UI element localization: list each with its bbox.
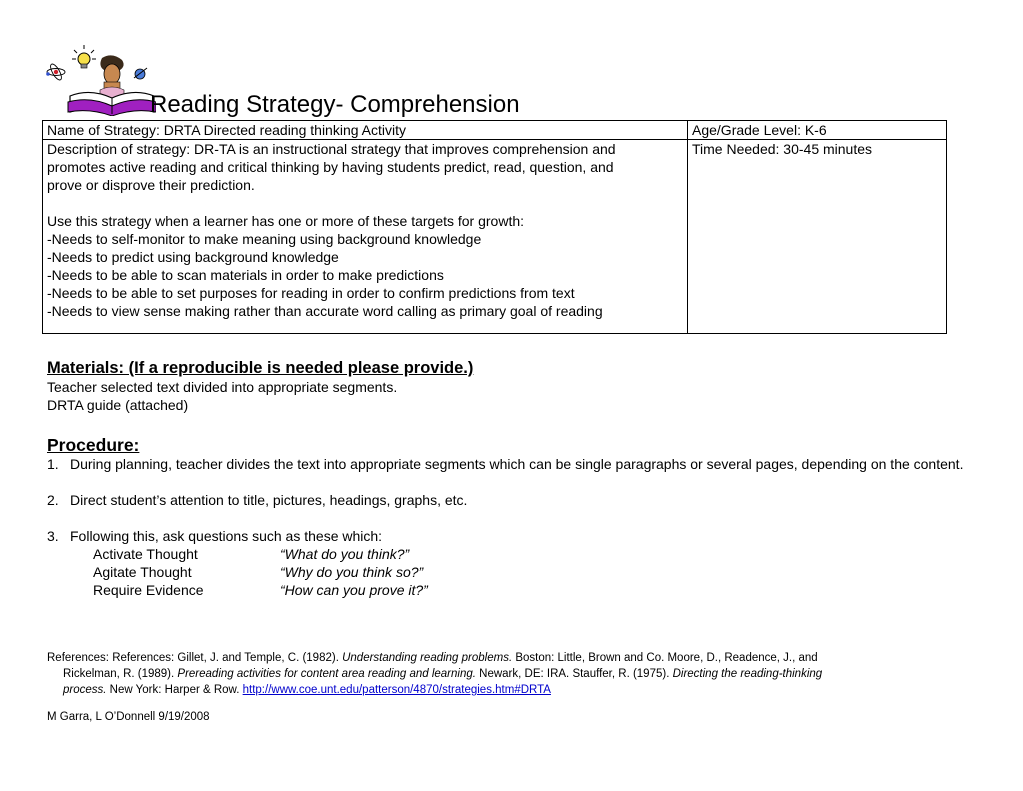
reader-with-book-clipart-icon — [44, 44, 156, 116]
reference-text: References: References: Gillet, J. and Temple, C. (1982). — [47, 652, 343, 664]
description-cell — [43, 140, 688, 334]
age-grade-cell: Age/Grade Level: K-6 — [688, 121, 947, 140]
need-item: -Needs to predict using background knowledge — [47, 249, 339, 265]
procedure-heading: Procedure: — [47, 435, 140, 455]
info-row-description — [43, 140, 947, 334]
references — [47, 650, 947, 698]
thought-label: Require Evidence — [93, 582, 204, 598]
reference-line — [47, 666, 947, 682]
thought-label: Activate Thought — [93, 546, 198, 562]
info-row-name — [43, 121, 947, 140]
lightbulb-icon — [72, 45, 96, 68]
step-text: During planning, teacher divides the text into appropriate segments which can be single paragraphs or several pages, depending on the content. — [70, 456, 964, 472]
reference-link[interactable]: http://www.coe.unt.edu/patterson/4870/strategies.htm#DRTA — [242, 684, 551, 696]
reference-title: Directing the reading-thinking — [672, 668, 823, 680]
materials-list — [47, 378, 397, 414]
footer-credit: M Garra, L O’Donnell 9/19/2008 — [47, 711, 210, 723]
reference-text: Boston: Little, Brown and Co. Moore, D., Readence, J., and — [512, 652, 818, 664]
need-item: -Needs to view sense making rather than accurate word calling as primary goal of reading — [47, 303, 603, 319]
globe-icon — [134, 68, 147, 79]
strategy-name-cell: Name of Strategy: DRTA Directed reading thinking Activity — [43, 121, 688, 140]
thought-question: “Why do you think so?” — [280, 564, 424, 580]
page-title: Reading Strategy- Comprehension — [150, 91, 520, 118]
time-needed-cell: Time Needed: 30-45 minutes — [688, 140, 947, 334]
description-line: Description of strategy: DR-TA is an instructional strategy that improves comprehension and — [47, 141, 616, 157]
procedure-step — [47, 491, 987, 509]
step-number: 1. — [47, 456, 59, 472]
need-item: -Needs to be able to set purposes for reading in order to confirm predictions from text — [47, 285, 575, 301]
procedure-step — [47, 527, 987, 545]
step-text: Direct student’s attention to title, pictures, headings, graphs, etc. — [70, 492, 468, 508]
procedure-step — [47, 455, 987, 473]
person-icon — [100, 55, 124, 98]
reference-text: Newark, DE: IRA. Stauffer, R. (1975). — [475, 668, 673, 680]
reference-title: Prereading activities for content area reading and learning. — [177, 668, 476, 680]
strategy-info-table — [42, 120, 947, 334]
materials-item: Teacher selected text divided into appropriate segments. — [47, 379, 398, 395]
reference-line — [47, 682, 947, 698]
atom-icon — [46, 62, 65, 81]
reference-title: process. — [63, 684, 107, 696]
use-intro: Use this strategy when a learner has one or more of these targets for growth: — [47, 213, 525, 229]
step-number: 2. — [47, 492, 59, 508]
materials-heading: Materials: (If a reproducible is needed please provide.) — [47, 359, 474, 377]
description-line: promotes active reading and critical thinking by having students predict, read, question, and — [47, 159, 614, 175]
thought-question: “What do you think?” — [280, 546, 410, 562]
reference-line — [47, 650, 947, 666]
step-text: Following this, ask questions such as these which: — [70, 528, 383, 544]
thought-label: Agitate Thought — [93, 564, 192, 580]
reference-text: New York: Harper & Row. — [106, 684, 243, 696]
description-line: prove or disprove their prediction. — [47, 177, 255, 193]
reference-title: Understanding reading problems. — [342, 652, 513, 664]
thought-question: “How can you prove it?” — [280, 582, 428, 598]
thought-prompts — [47, 545, 987, 599]
need-item: -Needs to be able to scan materials in order to make predictions — [47, 267, 444, 283]
procedure-list — [47, 455, 987, 599]
need-item: -Needs to self-monitor to make meaning using background knowledge — [47, 231, 482, 247]
reference-text: Rickelman, R. (1989). — [63, 668, 178, 680]
step-number: 3. — [47, 528, 59, 544]
materials-item: DRTA guide (attached) — [47, 397, 189, 413]
